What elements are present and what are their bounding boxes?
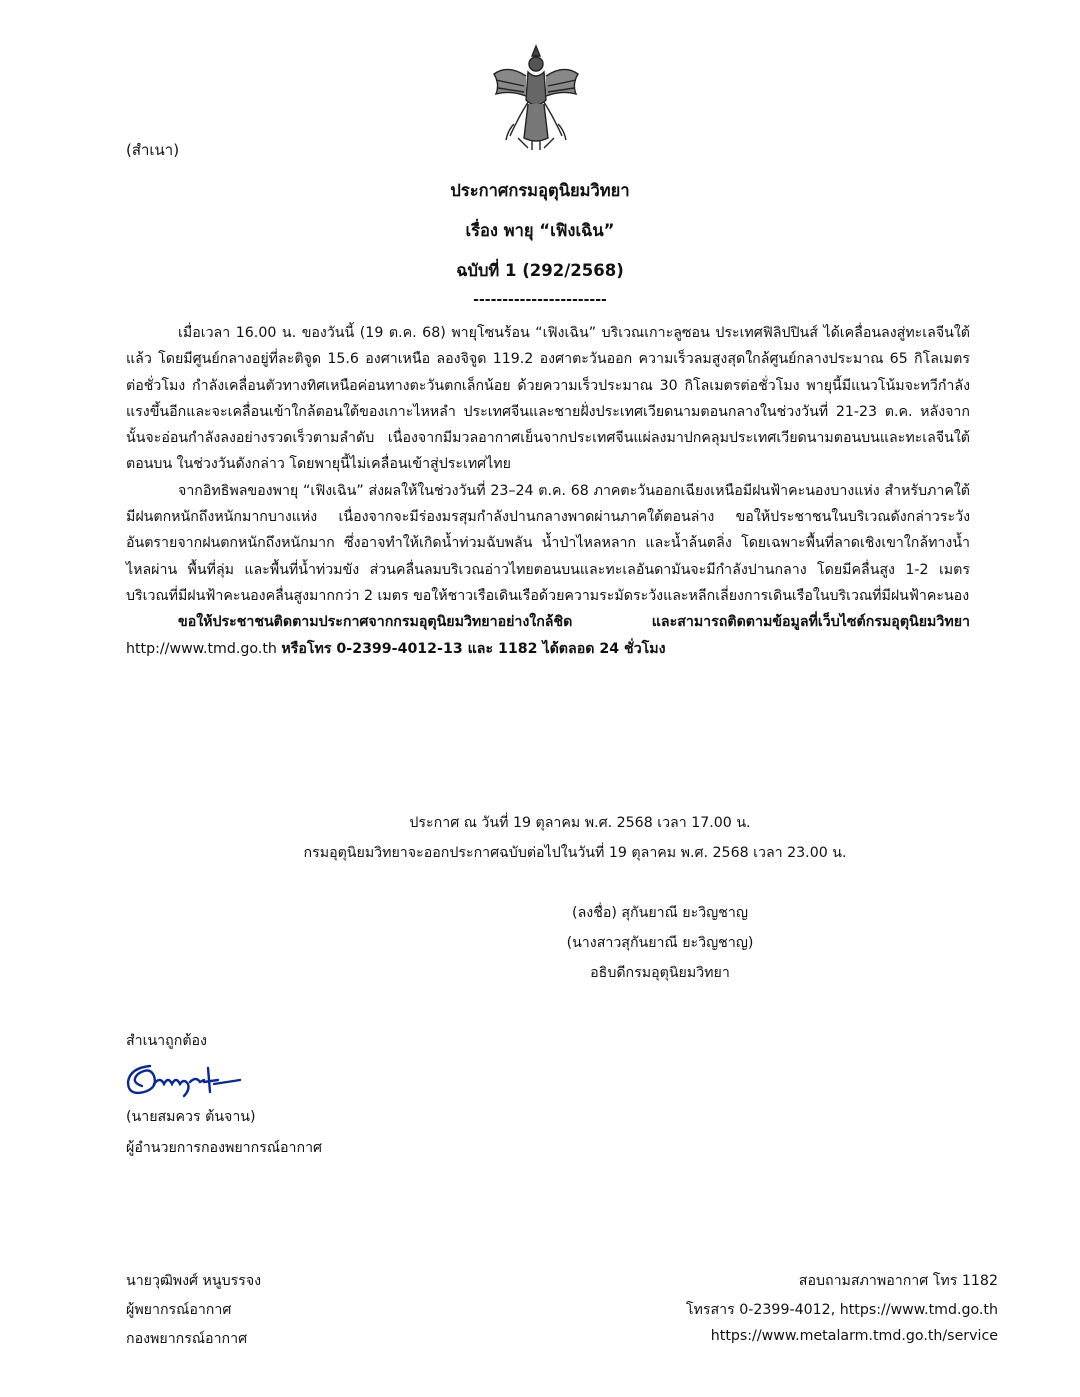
paragraph-storm-status: เมื่อเวลา 16.00 น. ของวันนี้ (19 ต.ค. 68) พายุโซนร้อน “เฟิงเฉิน” บริเวณเกาะลูซอน ประเทศฟิลิปปินส์ ได้เคลื่อนลงสู่ทะเลจีนใต้แล้ว โดยมีศูนย์กลางอยู่ที่ละติจูด 15.6 องศาเหนือ ลองจิจูด 119.2 องศาตะวันออก ความเร็วลมสูงสุดใกล้ศูนย์กลางประมาณ 65 กิโลเมตรต่อชั่วโมง กำลังเคลื่อนตัวทางทิศเหนือค่อนทางตะวันตกเล็กน้อย ด้วยความเร็วประมาณ 30 กิโลเมตรต่อชั่วโมง พายุนี้มีแนวโน้มจะทวีกำลังแรงขึ้นอีกและจะเคลื่อนเข้าใกล้ตอนใต้ของเกาะไหหลำ ประเทศจีนและชายฝั่งประเทศเวียดนามตอนกลางในช่วงวันที่ 21-23 ต.ค. หลังจากนั้นจะอ่อนกำลังลงอย่างรวดเร็วตามลำดับ เนื่องจากมีมวลอากาศเย็นจากประเทศจีนแผ่ลงมาปกคลุมประเทศเวียดนามตอนบนและทะเลจีนใต้ตอนบน ในช่วงวันดังกล่าว โดยพายุนี้ไม่เคลื่อนเข้าสู่ประเทศไทย [126,325,970,473]
paragraph-impact: จากอิทธิพลของพายุ “เฟิงเฉิน” ส่งผลให้ในช่วงวันที่ 23–24 ต.ค. 68 ภาคตะวันออกเฉียงเหนือมีฝนฟ้าคะนองบางแห่ง สำหรับภาคใต้มีฝนตกหนักถึงหนักมากบางแห่ง เนื่องจากจะมีร่องมรสุมกำลังปานกลางพาดผ่านภาคใต้ตอนล่าง ขอให้ประชาชนในบริเวณดังกล่าวระวังอันตรายจากฝนตกหนักถึงหนักมาก ซึ่งอาจทำให้เกิดน้ำท่วมฉับพลัน น้ำป่าไหลหลาก และน้ำล้นตลิ่ง โดยเฉพาะพื้นที่ลาดเชิงเขาใกล้ทางน้ำไหลผ่าน พื้นที่ลุ่ม และพื้นที่น้ำท่วมขัง ส่วนคลื่นลมบริเวณอ่าวไทยตอนบนและทะเลอันดามันจะมีกำลังปานกลาง โดยมีคลื่นสูง 1-2 เมตร บริเวณที่มีฝนฟ้าคะนองคลื่นสูงมากกว่า 2 เมตร ขอให้ชาวเรือเดินเรือด้วยความระมัดระวังและหลีกเลี่ยงการเดินเรือในบริเวณที่มีฝนฟ้าคะนอง [126,482,970,604]
advisory-hotline: หรือโทร 0-2399-4012-13 และ 1182 ได้ตลอด 24 ชั่วโมง [281,640,666,657]
announcement-issue: ฉบับที่ 1 (292/2568) [456,261,624,280]
handwritten-signature-icon [124,1058,246,1100]
metalarm-service-link[interactable]: https://www.metalarm.tmd.go.th/service [710,1328,998,1344]
announce-date: ประกาศ ณ วันที่ 19 ตุลาคม พ.ศ. 2568 เวลา 17.00 น. [409,815,751,831]
copy-mark: (สำเนา) [126,141,180,159]
paragraph-advisory [126,609,970,662]
announcement-title: ประกาศกรมอุตุนิยมวิทยา [450,181,630,200]
forecaster-name: นายวุฒิพงศ์ หนูบรรจง [126,1273,262,1289]
garuda-emblem-icon [488,40,584,152]
signatory-signed: (ลงชื่อ) สุกันยาณี ยะวิญชาญ [572,905,748,921]
signatory-name: (นางสาวสุกันยาณี ยะวิญชาญ) [566,935,754,951]
forecast-division: กองพยากรณ์อากาศ [126,1331,248,1347]
certify-name: (นายสมควร ต้นจาน) [126,1109,256,1125]
fax-website[interactable]: โทรสาร 0-2399-4012, https://www.tmd.go.th [685,1302,998,1318]
signatory-position: อธิบดีกรมอุตุนิยมวิทยา [590,965,730,981]
announcement-body [126,320,970,662]
next-announcement: กรมอุตุนิยมวิทยาจะออกประกาศฉบับต่อไปในวันที่ 19 ตุลาคม พ.ศ. 2568 เวลา 23.00 น. [303,845,847,861]
separator-line: ----------------------- [473,292,607,308]
advisory-text: ขอให้ประชาชนติดตามประกาศจากกรมอุตุนิยมวิทยาอย่างใกล้ชิด และสามารถติดตามข้อมูลที่เว็บไซต์กรมอุตุนิยมวิทยา [178,614,970,631]
tmd-website-link[interactable]: http://www.tmd.go.th [126,640,277,657]
announcement-subject: เรื่อง พายุ “เฟิงเฉิน” [465,221,615,240]
certify-label: สำเนาถูกต้อง [126,1033,207,1049]
forecaster-role: ผู้พยากรณ์อากาศ [126,1302,232,1318]
certify-position: ผู้อำนวยการกองพยากรณ์อากาศ [126,1140,323,1156]
inquiry-hotline: สอบถามสภาพอากาศ โทร 1182 [798,1273,998,1289]
